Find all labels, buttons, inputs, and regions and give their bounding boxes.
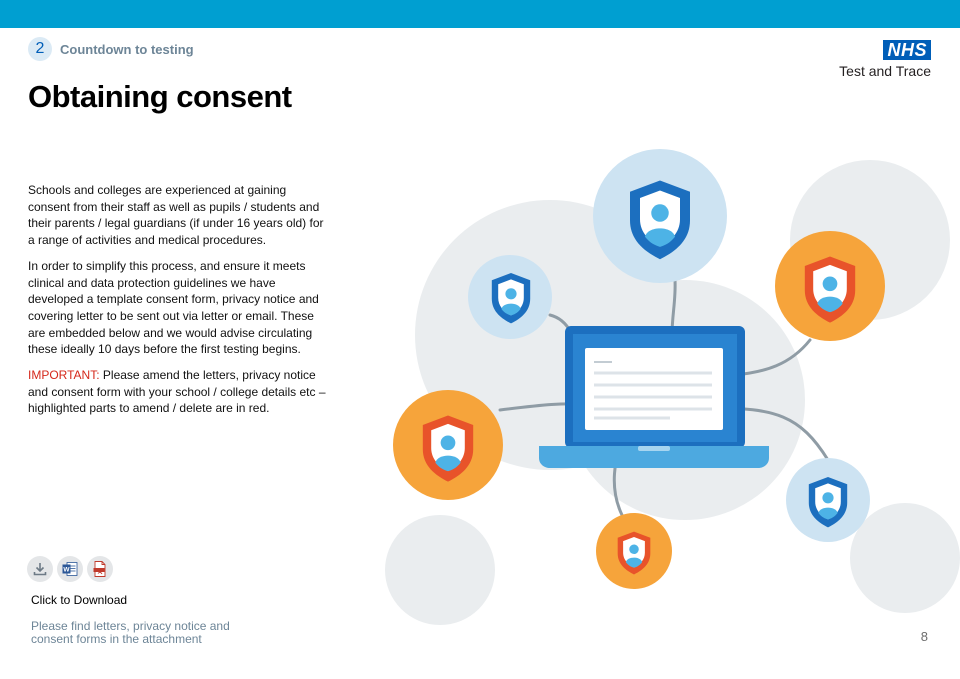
bg-circle (385, 515, 495, 625)
nhs-logo-badge: NHS (883, 40, 931, 60)
download-icon[interactable] (27, 556, 53, 582)
click-to-download-label: Click to Download (31, 593, 128, 607)
consent-network-illustration (380, 140, 960, 640)
word-document-icon[interactable] (57, 556, 83, 582)
top-bar (0, 0, 960, 28)
nhs-logo-subtitle: Test and Trace (839, 63, 931, 79)
download-icons (27, 556, 113, 582)
bg-circle (850, 503, 960, 613)
body-text (28, 182, 328, 426)
paragraph-intro: Schools and colleges are experienced at gaining consent from their staff as well as pupils / students and their parents / legal guardians (if under 16 years old) for a range of activities and medical procedures. (28, 183, 324, 248)
download-note: Please find letters, privacy notice and consent forms in the attachment (31, 619, 230, 646)
section-number: 2 (28, 37, 52, 61)
paragraph-process: In order to simplify this process, and ensure it meets clinical and data protection guidelines we have developed a template consent form, privacy notice and covering letter to be sent out via letter or email. These are embedded below and we would advise circulating these ideally 10 days before the first testing begins. (28, 258, 319, 357)
page-title: Obtaining consent (28, 79, 292, 114)
section-tag (28, 37, 194, 61)
page-number: 8 (920, 629, 928, 644)
nhs-test-and-trace-logo (831, 40, 931, 79)
important-label: IMPORTANT: (28, 368, 100, 383)
paragraph-important (28, 367, 328, 417)
laptop-illustration (539, 326, 769, 468)
pdf-document-icon[interactable] (87, 556, 113, 582)
svg-text:W: W (63, 566, 70, 574)
section-label: Countdown to testing (60, 41, 194, 57)
important-text: Please amend the letters, privacy notice and consent form with your school / college details etc – highlighted parts to amend / delete are in red. (28, 368, 326, 416)
